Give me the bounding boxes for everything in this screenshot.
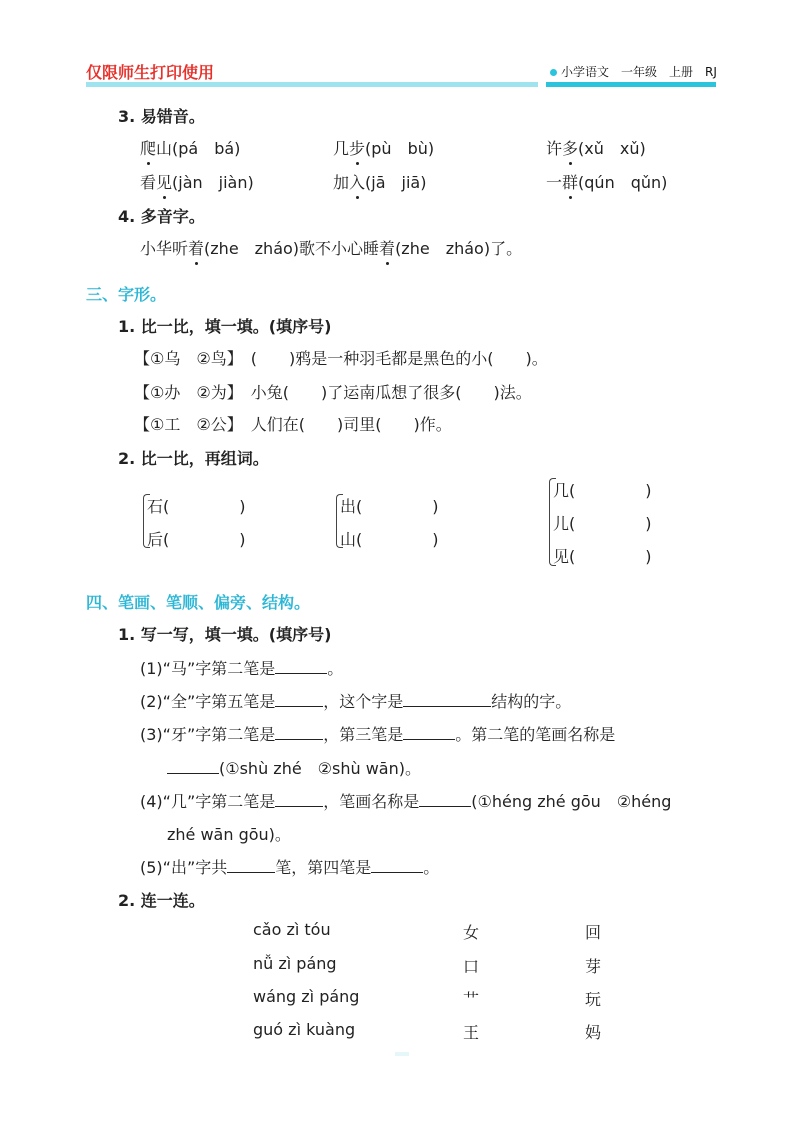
match-right-3: 玩: [585, 990, 602, 1009]
stroke-question-2: (2)“全”字第五笔是 ，这个字是 结构的字。: [140, 692, 572, 711]
group1-item-1: 石( ): [147, 497, 246, 516]
q3-item-3: 许多(xǔ xǔ): [546, 139, 646, 158]
match-left-1: cǎo zì tóu: [253, 920, 331, 939]
sec4-q2-title: 2. 连一连。: [118, 891, 205, 910]
header-bar-left: [86, 82, 538, 87]
group3-item-1: 几( ): [553, 481, 652, 500]
q3-item-5: 加入(jā jiā): [333, 173, 427, 192]
section-4-title: 四、笔画、笔顺、偏旁、结构。: [86, 593, 311, 612]
q4-sentence: 小华听着(zhe zháo)歌不小心睡着(zhe zháo)了。: [140, 239, 523, 258]
match-mid-4: 王: [463, 1023, 480, 1042]
match-right-4: 妈: [585, 1023, 602, 1042]
sec3-q1-title: 1. 比一比，填一填。(填序号): [118, 317, 332, 336]
sec4-q1-title: 1. 写一写，填一填。(填序号): [118, 625, 332, 644]
q3-item-1: 爬山(pá bá): [140, 139, 241, 158]
q4-title: 4. 多音字。: [118, 207, 205, 226]
stroke-question-1: (1)“马”字第二笔是 。: [140, 659, 344, 678]
book-info: [550, 63, 717, 80]
stroke-question-4-cont: zhé wān gōu)。: [167, 825, 291, 844]
match-left-4: guó zì kuàng: [253, 1020, 356, 1039]
page-mark: [395, 1052, 409, 1056]
match-right-2: 芽: [585, 957, 602, 976]
group3-item-3: 见( ): [553, 547, 652, 566]
group1-item-2: 后( ): [147, 530, 246, 549]
q3-title: 3. 易错音。: [118, 107, 205, 126]
match-mid-3: 艹: [463, 990, 480, 1009]
group3-item-2: 儿( ): [553, 514, 652, 533]
sec3-row-3: 【①工 ②公】 人们在( )司里( )作。: [134, 415, 452, 434]
stroke-question-5: (5)“出”字共 笔，第四笔是 。: [140, 858, 440, 877]
header-bar-right: [546, 82, 716, 87]
q3-item-6: 一群(qún qǔn): [546, 173, 668, 192]
match-right-1: 回: [585, 923, 602, 942]
sec3-row-1: 【①乌 ②鸟】 ( )鸦是一种羽毛都是黑色的小( )。: [134, 349, 548, 368]
section-3-title: 三、字形。: [86, 285, 167, 304]
bullet-icon: [550, 69, 557, 76]
match-left-3: wáng zì páng: [253, 987, 360, 1006]
q3-item-4: 看见(jàn jiàn): [140, 173, 254, 192]
print-notice: 仅限师生打印使用: [86, 63, 215, 82]
book-info-text: 小学语文 一年级 上册 RJ: [561, 65, 717, 79]
stroke-question-4: (4)“几”字第二笔是 ，笔画名称是 (①héng zhé gōu ②héng: [140, 792, 672, 811]
group2-item-2: 山( ): [340, 530, 439, 549]
match-mid-2: 口: [463, 957, 480, 976]
stroke-question-3-options: (①shù zhé ②shù wān)。: [167, 756, 421, 779]
match-mid-1: 女: [463, 923, 480, 942]
group2-item-1: 出( ): [340, 497, 439, 516]
sec3-q2-title: 2. 比一比，再组词。: [118, 449, 269, 468]
match-left-2: nǚ zì páng: [253, 954, 337, 973]
sec3-row-2: 【①办 ②为】 小兔( )了运南瓜想了很多( )法。: [134, 383, 532, 402]
stroke-question-3: (3)“牙”字第二笔是 ，第三笔是 。第二笔的笔画名称是: [140, 725, 616, 744]
q3-item-2: 几步(pù bù): [333, 139, 435, 158]
